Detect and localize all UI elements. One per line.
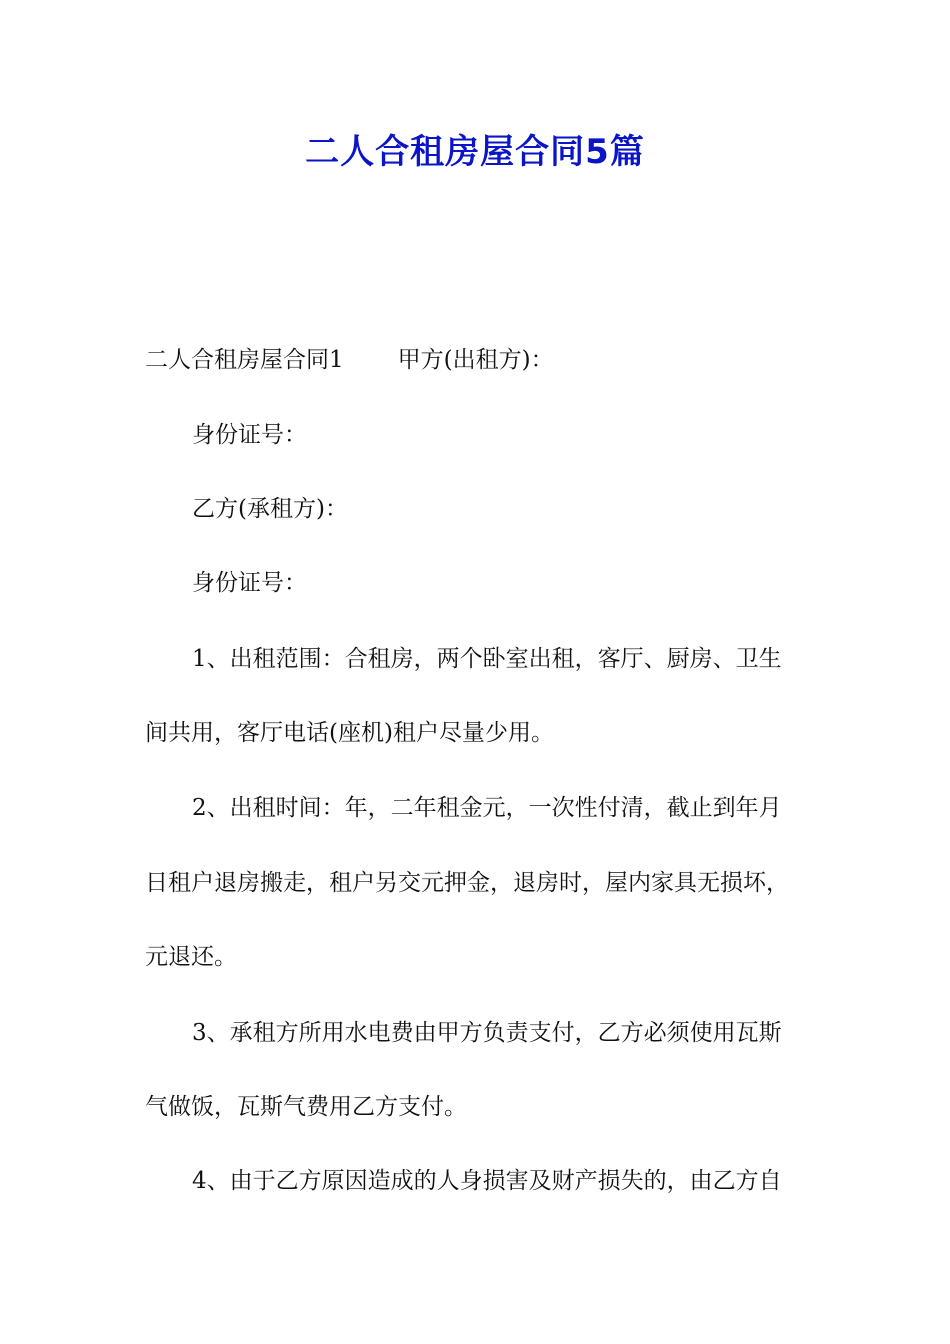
clause-4-line-1: 4、由于乙方原因造成的人身损害及财产损失的，由乙方自 xyxy=(192,1168,782,1194)
clause-2-line-1: 2、出租时间：年，二年租金元，一次性付清，截止到年月 xyxy=(192,795,782,821)
clause-3-line-1: 3、承租方所用水电费由甲方负责支付，乙方必须使用瓦斯 xyxy=(192,1020,782,1046)
clause-2-line-3: 元退还。 xyxy=(145,944,237,970)
party-b-id-label: 身份证号： xyxy=(192,570,307,596)
clause-1-line-2: 间共用，客厅电话(座机)租户尽量少用。 xyxy=(145,720,554,746)
party-a-id-label: 身份证号： xyxy=(192,422,307,448)
document-title: 二人合租房屋合同5篇 xyxy=(305,132,645,172)
party-a-label: 甲方(出租方)： xyxy=(397,347,554,373)
clause-2-line-2: 日租户退房搬走，租户另交元押金，退房时，屋内家具无损坏， xyxy=(145,870,789,896)
contract-heading-line xyxy=(145,345,825,375)
party-b-label: 乙方(承租方)： xyxy=(192,496,348,522)
clause-1-line-1: 1、出租范围：合租房，两个卧室出租，客厅、厨房、卫生 xyxy=(192,646,782,672)
contract-heading: 二人合租房屋合同1 xyxy=(145,347,344,373)
clause-3-line-2: 气做饭，瓦斯气费用乙方支付。 xyxy=(145,1094,467,1120)
